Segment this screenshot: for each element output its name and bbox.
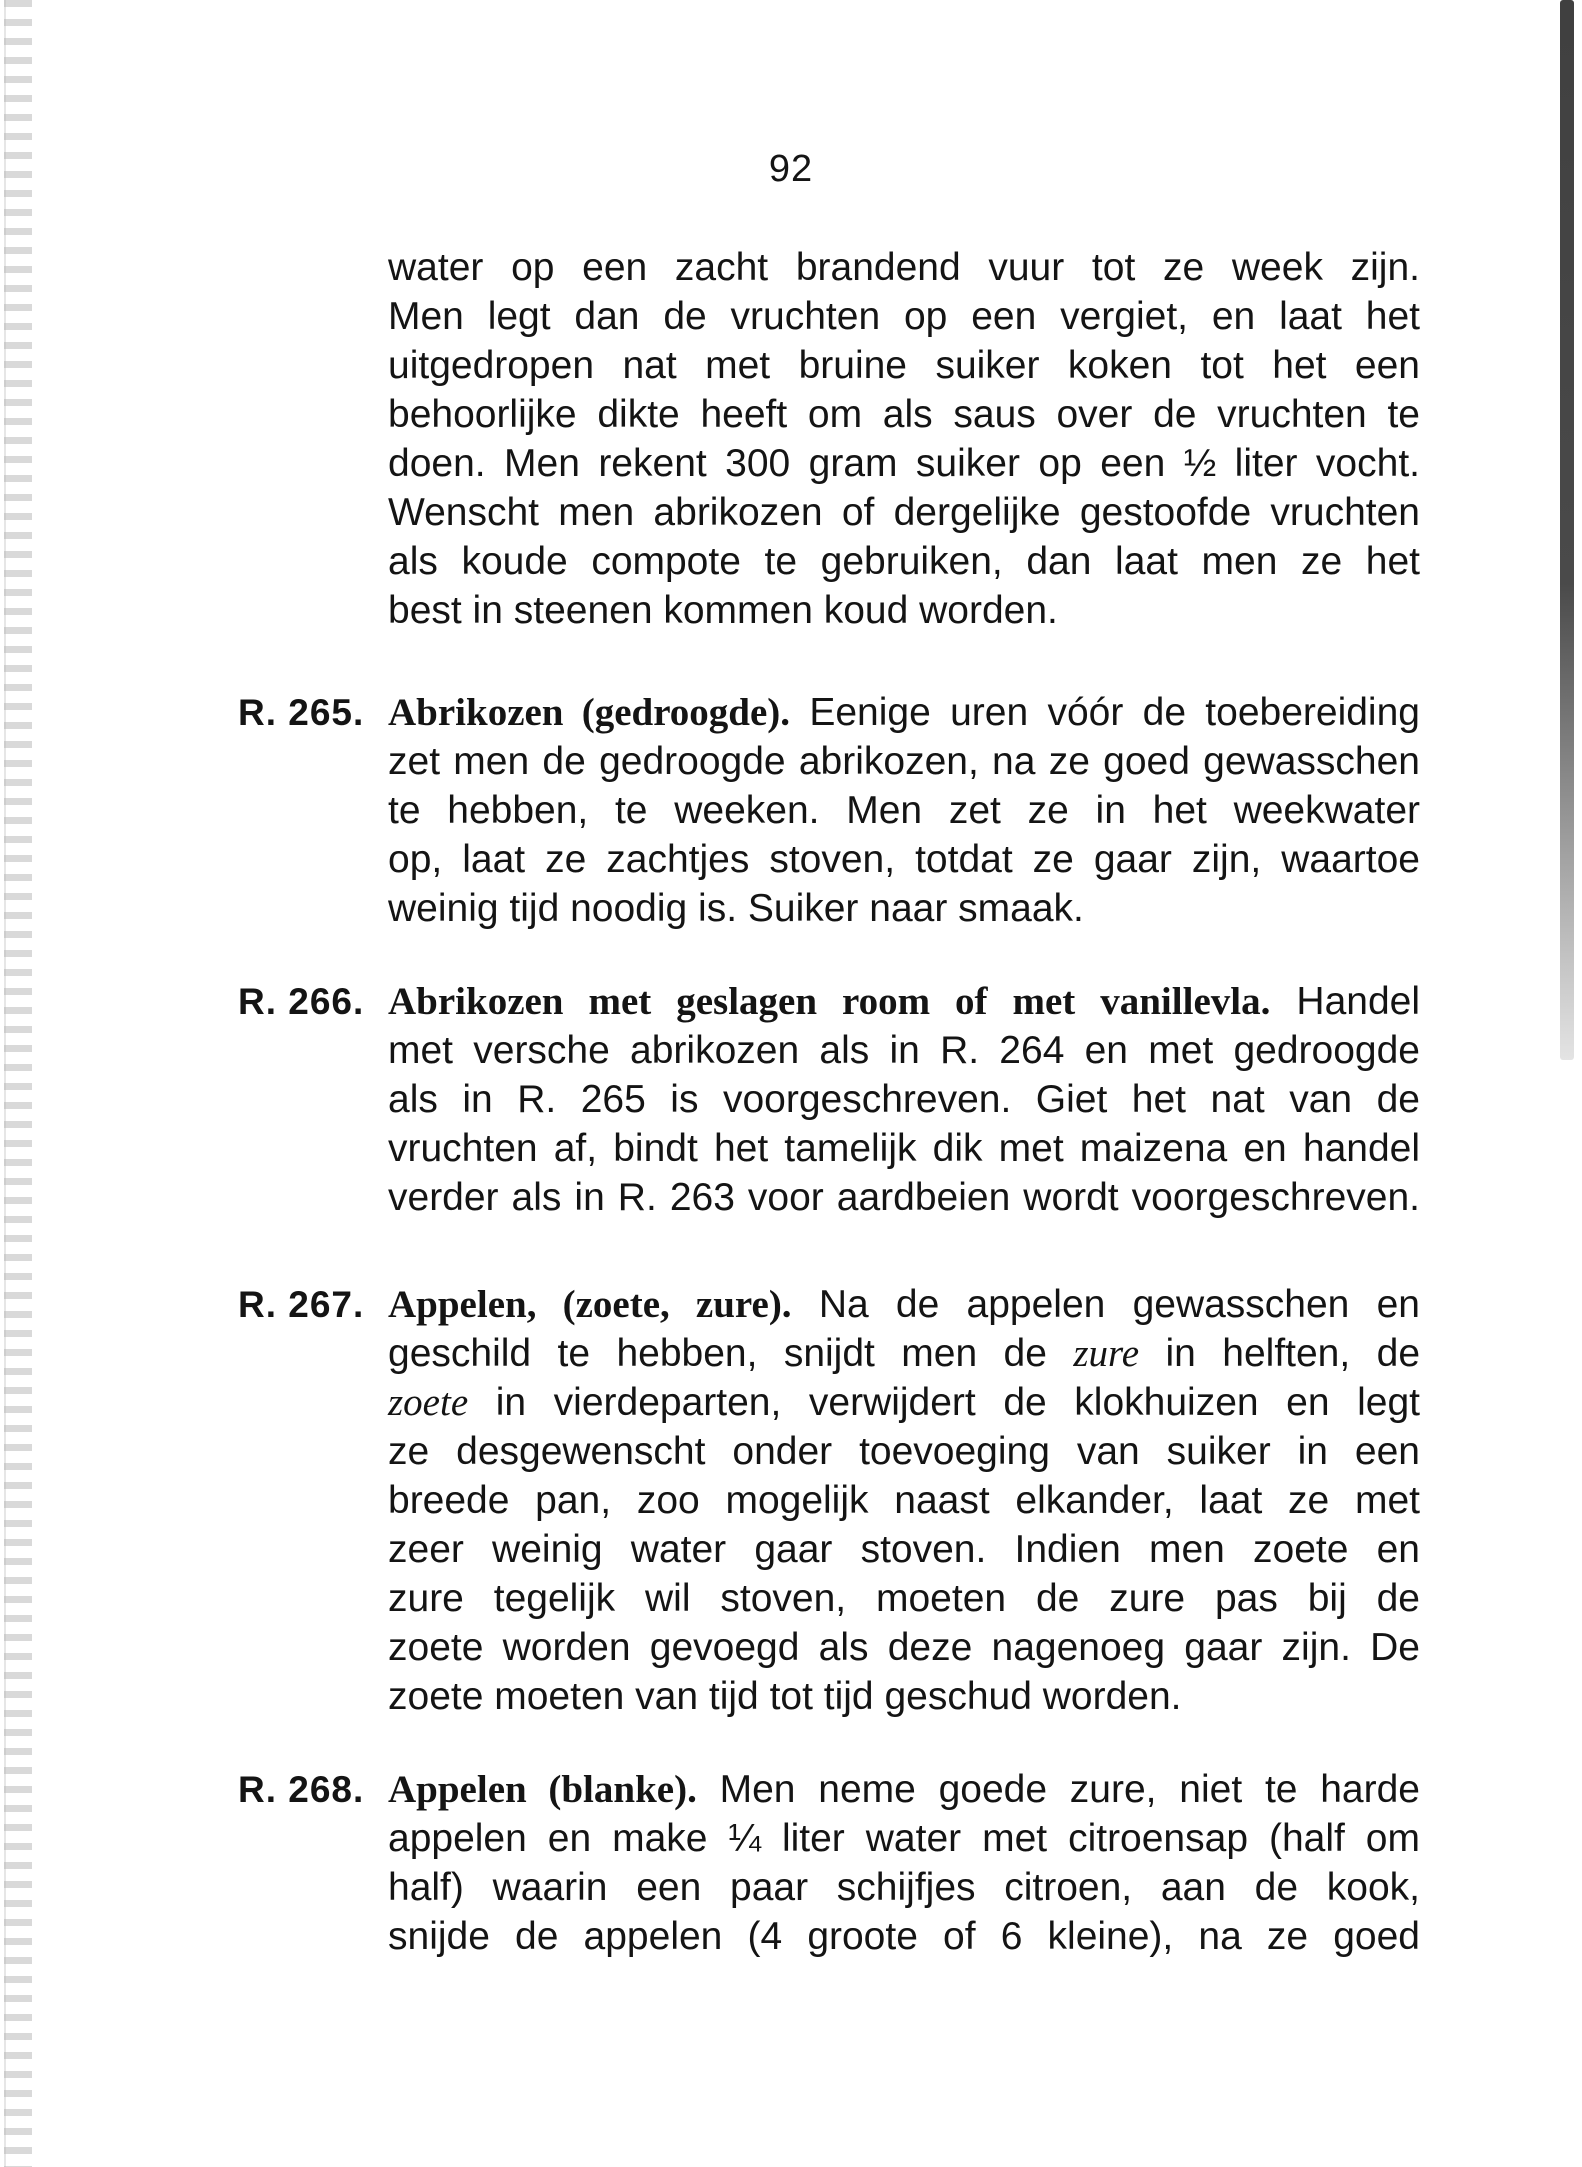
text-line: behoorlijke dikte heeft om als saus over de vruchten te xyxy=(388,393,1420,436)
text-line: ze desgewenscht onder toevoeging van suiker in een xyxy=(388,1430,1420,1473)
text-line: half) waarin een paar schijfjes citroen, aan de kook, xyxy=(388,1866,1420,1909)
text-line xyxy=(388,1765,1420,1814)
text-line: breede pan, zoo mogelijk naast elkander, laat ze met xyxy=(388,1479,1420,1522)
recipe-text: in vierdeparten, verwijdert de klokhuizen en legt xyxy=(495,1381,1420,1424)
text-line xyxy=(388,1378,1420,1427)
text-line: appelen en make ¼ liter water met citroensap (half om xyxy=(388,1817,1420,1860)
text-line: uitgedropen nat met bruine suiker koken tot het een xyxy=(388,344,1420,387)
text-line: best in steenen kommen koud worden. xyxy=(388,589,1058,632)
text-line xyxy=(388,1280,1420,1329)
text-line xyxy=(388,688,1420,737)
recipe-label-265: R. 265. xyxy=(238,692,365,733)
recipe-label-266: R. 266. xyxy=(238,981,365,1022)
text-line: te hebben, te weeken. Men zet ze in het weekwater xyxy=(388,789,1420,832)
intro-paragraph xyxy=(388,243,1420,635)
recipe-text: Na de appelen gewasschen en xyxy=(818,1283,1420,1326)
text-line: water op een zacht brandend vuur tot ze week zijn. xyxy=(388,246,1420,289)
recipe-label-267: R. 267. xyxy=(238,1284,365,1325)
text-line: doen. Men rekent 300 gram suiker op een ½ liter vocht. xyxy=(388,442,1420,485)
recipe-text: Handel xyxy=(1296,980,1420,1023)
text-line: verder als in R. 263 voor aardbeien wordt voorgeschreven. xyxy=(388,1176,1420,1219)
text-line: Wenscht men abrikozen of dergelijke gestoofde vruchten xyxy=(388,491,1420,534)
recipe-text: Eenige uren vóór de toebereiding xyxy=(809,691,1420,734)
text-line: zure tegelijk wil stoven, moeten de zure pas bij de xyxy=(388,1577,1420,1620)
recipe-title: Abrikozen (gedroogde). xyxy=(388,691,791,734)
recipe-267 xyxy=(388,1280,1420,1721)
recipe-text: Men neme goede zure, niet te harde xyxy=(719,1768,1420,1811)
text-line xyxy=(388,1329,1420,1378)
text-line: vruchten af, bindt het tamelijk dik met maizena en handel xyxy=(388,1127,1420,1170)
recipe-title: Appelen (blanke). xyxy=(388,1768,697,1811)
emphasis-text: zure xyxy=(1073,1332,1140,1375)
text-line: zeer weinig water gaar stoven. Indien men zoete en xyxy=(388,1528,1420,1571)
text-line: snijde de appelen (4 groote of 6 kleine), na ze goed xyxy=(388,1915,1420,1958)
text-line: met versche abrikozen als in R. 264 en met gedroogde xyxy=(388,1029,1420,1072)
page-edge-left xyxy=(4,0,32,2167)
text-line: op, laat ze zachtjes stoven, totdat ze gaar zijn, waartoe xyxy=(388,838,1420,881)
text-line: Men legt dan de vruchten op een vergiet, en laat het xyxy=(388,295,1420,338)
recipe-text: geschild te hebben, snijdt men de xyxy=(388,1332,1047,1375)
text-line xyxy=(388,977,1420,1026)
recipe-268 xyxy=(388,1765,1420,1961)
page-number: 92 xyxy=(768,148,814,190)
recipe-label-268: R. 268. xyxy=(238,1769,365,1810)
emphasis-text: zoete xyxy=(388,1381,469,1424)
text-line: zoete worden gevoegd als deze nagenoeg gaar zijn. De xyxy=(388,1626,1420,1669)
text-line: weinig tijd noodig is. Suiker naar smaak. xyxy=(388,887,1084,930)
text-line: zet men de gedroogde abrikozen, na ze goed gewasschen xyxy=(388,740,1420,783)
recipe-266 xyxy=(388,977,1420,1222)
recipe-265 xyxy=(388,688,1420,933)
recipe-title: Appelen, (zoete, zure). xyxy=(388,1283,792,1326)
text-line: zoete moeten van tijd tot tijd geschud worden. xyxy=(388,1675,1182,1718)
recipe-title: Abrikozen met geslagen room of met vanillevla. xyxy=(388,980,1271,1023)
recipe-text: in helften, de xyxy=(1165,1332,1421,1375)
text-line: als koude compote te gebruiken, dan laat men ze het xyxy=(388,540,1420,583)
text-line: als in R. 265 is voorgeschreven. Giet het nat van de xyxy=(388,1078,1420,1121)
